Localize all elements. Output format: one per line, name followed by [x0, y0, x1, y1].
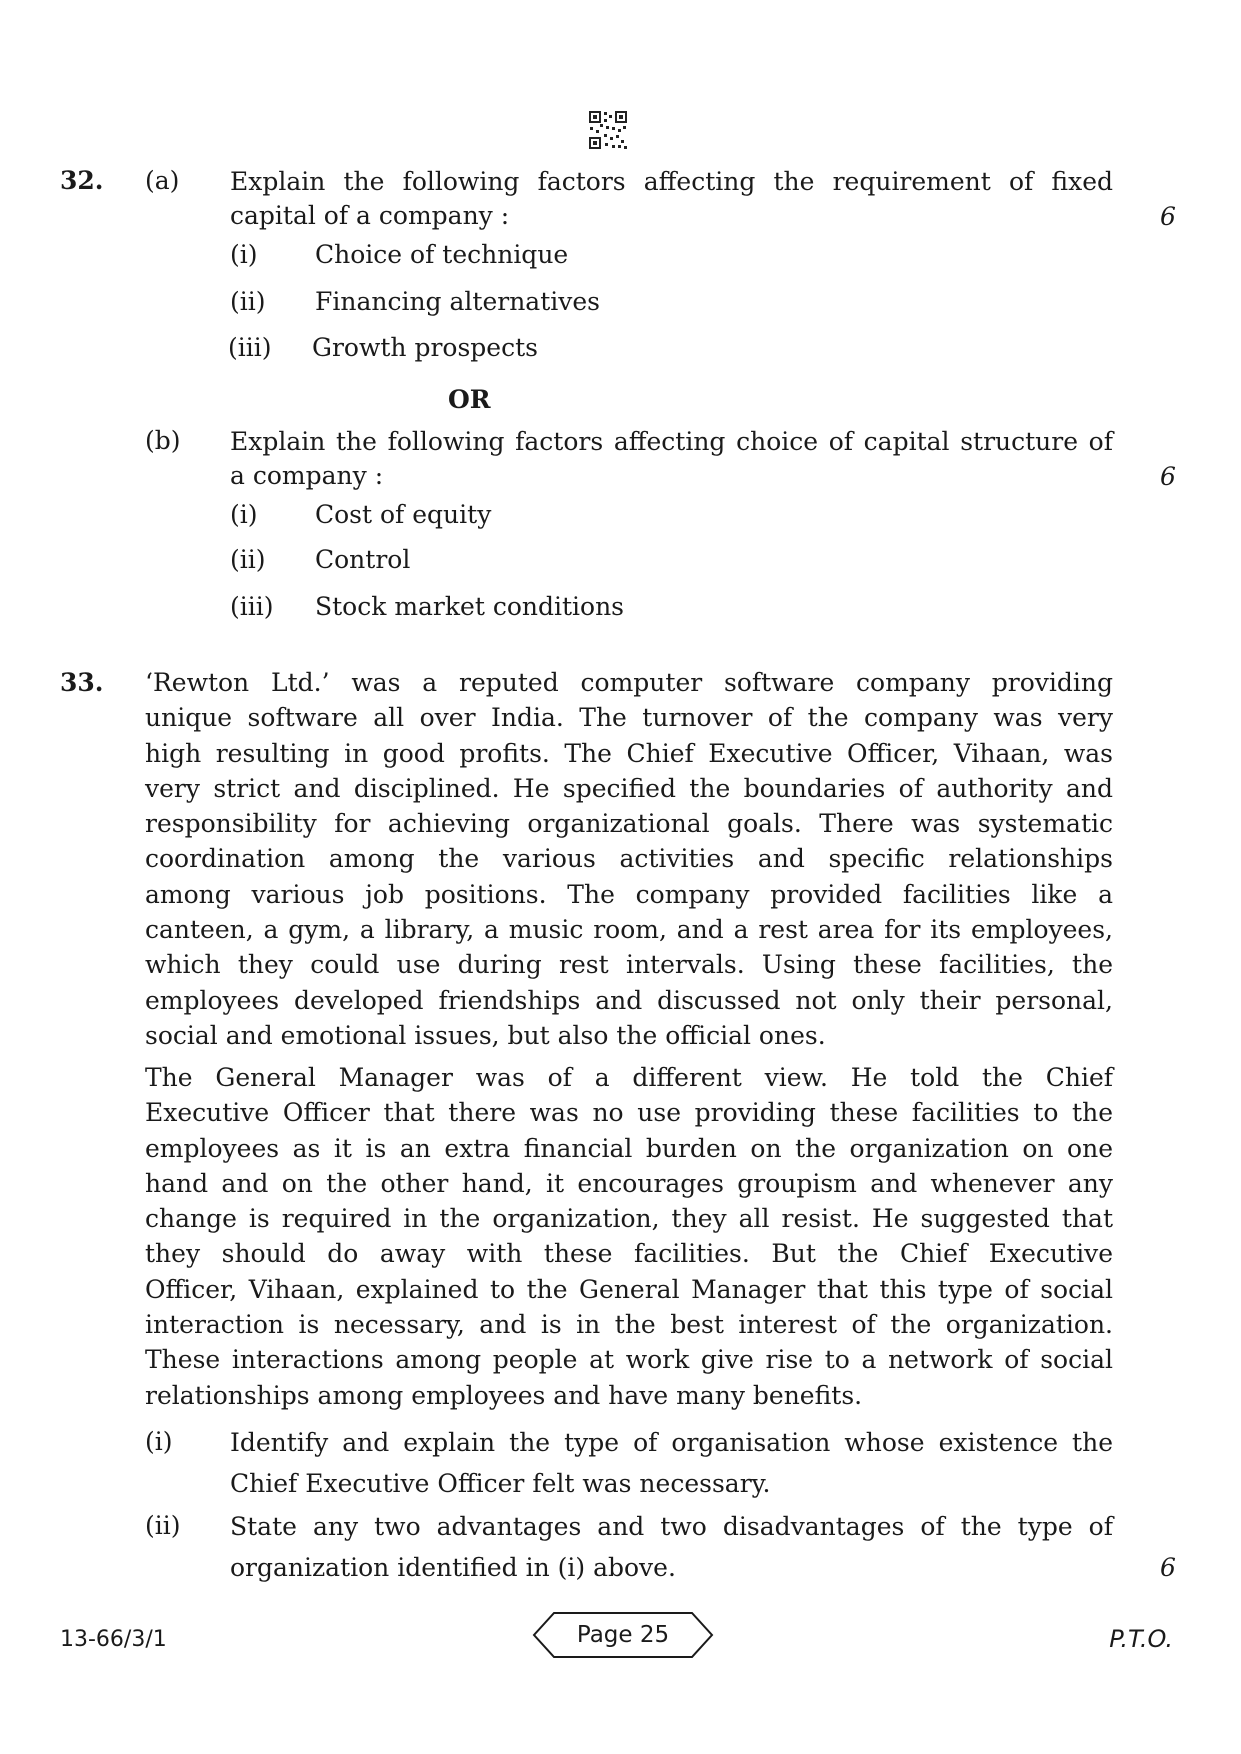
page-number-badge	[530, 1610, 716, 1660]
list-item-text: Cost of equity	[315, 500, 492, 529]
list-item-number: (ii)	[230, 545, 266, 574]
list-item-text: Growth prospects	[312, 333, 538, 362]
or-separator: OR	[448, 385, 491, 414]
list-item-text: State any two advantages and two disadvantages of the type of	[230, 1512, 1113, 1541]
list-item-text: Financing alternatives	[315, 287, 600, 316]
list-item-number: (iii)	[230, 592, 274, 621]
question-stem-line: Explain the following factors affecting choice of capital structure of	[230, 427, 1113, 456]
subpart-label: (a)	[145, 166, 180, 195]
paragraph-line: they should do away with these facilities. But the Chief Executive	[145, 1239, 1113, 1269]
paragraph-line: among various job positions. The company provided facilities like a	[145, 879, 1113, 909]
question-stem-line: Explain the following factors affecting the requirement of fixed	[230, 167, 1113, 196]
list-item-number: (ii)	[230, 287, 266, 316]
case-paragraph-1	[145, 665, 1113, 1053]
list-item-number: (iii)	[228, 333, 272, 362]
marks: 6	[1160, 462, 1176, 491]
list-item-text: Stock market conditions	[315, 592, 624, 621]
paragraph-line: Officer, Vihaan, explained to the General Manager that this type of social	[145, 1274, 1113, 1304]
paragraph-line: change is required in the organization, they all resist. He suggested that	[145, 1204, 1113, 1234]
paragraph-line: very strict and disciplined. He specified the boundaries of authority and	[145, 773, 1113, 803]
question-stem-line: a company :	[230, 461, 384, 490]
paragraph-line: employees as it is an extra financial burden on the organization on one	[145, 1133, 1113, 1163]
list-item-text: organization identified in (i) above.	[230, 1553, 676, 1582]
question-number: 32.	[60, 166, 104, 195]
list-item-number: (i)	[230, 240, 258, 269]
paragraph-line: coordination among the various activities and specific relationships	[145, 844, 1113, 874]
paragraph-line: The General Manager was of a different view. He told the Chief	[145, 1063, 1113, 1092]
list-item-number: (ii)	[145, 1511, 181, 1540]
paragraph-line: ‘Rewton Ltd.’ was a reputed computer software company providing	[145, 668, 1113, 697]
paragraph-line: hand and on the other hand, it encourages groupism and whenever any	[145, 1168, 1113, 1198]
subpart-label: (b)	[145, 426, 181, 455]
qr-code-icon	[588, 110, 628, 150]
paragraph-line: interaction is necessary, and is in the best interest of the organization.	[145, 1310, 1113, 1340]
question-number: 33.	[60, 668, 104, 697]
list-item-text: Choice of technique	[315, 240, 569, 269]
list-item-text: Identify and explain the type of organisation whose existence the	[230, 1428, 1113, 1457]
paragraph-line: Executive Officer that there was no use providing these facilities to the	[145, 1098, 1113, 1128]
paragraph-line: high resulting in good profits. The Chief Executive Officer, Vihaan, was	[145, 738, 1113, 768]
paragraph-line: canteen, a gym, a library, a music room, and a rest area for its employees,	[145, 915, 1113, 945]
paragraph-line: unique software all over India. The turnover of the company was very	[145, 703, 1113, 733]
list-item-number: (i)	[145, 1427, 173, 1456]
paper-code: 13-66/3/1	[60, 1627, 167, 1652]
paragraph-line: relationships among employees and have many benefits.	[145, 1380, 863, 1410]
marks: 6	[1160, 1553, 1176, 1582]
page-number: Page 25	[576, 1622, 670, 1648]
marks: 6	[1160, 202, 1176, 231]
list-item-text: Control	[315, 545, 411, 574]
list-item-number: (i)	[230, 500, 258, 529]
paragraph-line: employees developed friendships and discussed not only their personal,	[145, 985, 1113, 1015]
paragraph-line: These interactions among people at work give rise to a network of social	[145, 1345, 1113, 1375]
list-item-text: Chief Executive Officer felt was necessary.	[230, 1469, 771, 1498]
question-stem-line: capital of a company :	[230, 201, 510, 230]
paragraph-line: responsibility for achieving organizational goals. There was systematic	[145, 809, 1113, 839]
paragraph-line: social and emotional issues, but also the official ones.	[145, 1020, 826, 1050]
case-paragraph-2	[145, 1060, 1113, 1413]
paragraph-line: which they could use during rest intervals. Using these facilities, the	[145, 950, 1113, 980]
please-turn-over: P.T.O.	[1109, 1625, 1173, 1653]
